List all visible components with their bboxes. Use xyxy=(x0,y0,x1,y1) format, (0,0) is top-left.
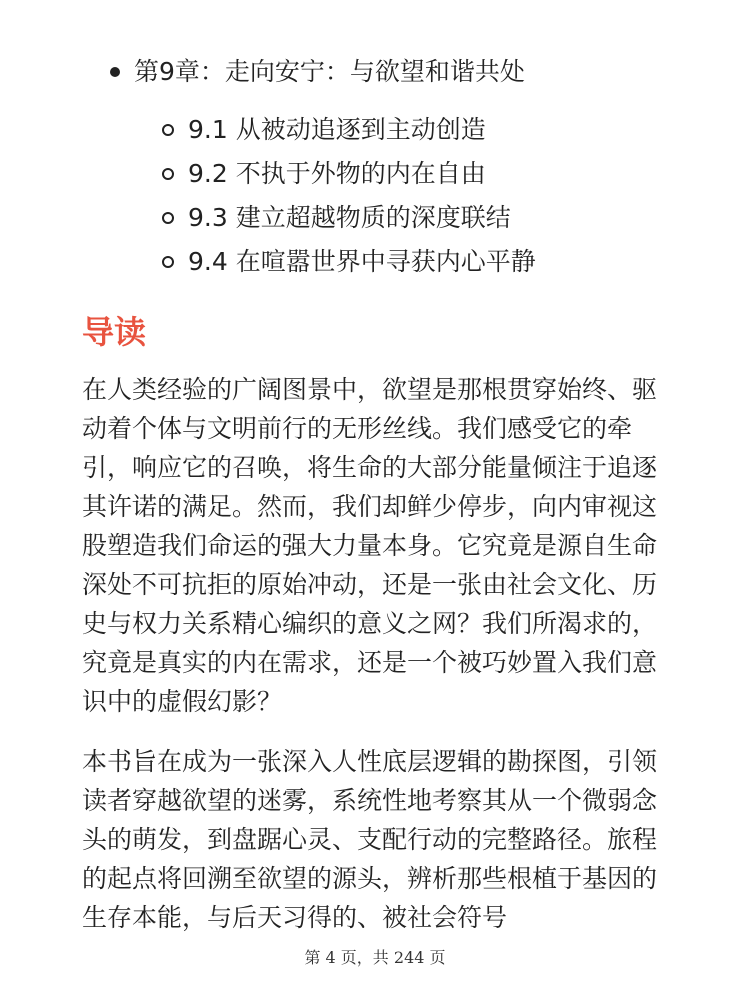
bullet-disc-icon xyxy=(110,67,120,77)
bullet-circle-icon xyxy=(162,168,174,180)
toc-subsection-label: 9.3 建立超越物质的深度联结 xyxy=(188,203,511,232)
bullet-circle-icon xyxy=(162,212,174,224)
toc-subsection-item xyxy=(162,108,536,152)
toc-chapter-label: 第9章：走向安宁：与欲望和谐共处 xyxy=(134,57,525,86)
toc-subsection-item xyxy=(162,240,536,284)
toc-subsection-label: 9.1 从被动追逐到主动创造 xyxy=(188,115,486,144)
bullet-circle-icon xyxy=(162,124,174,136)
toc-subsection-item xyxy=(162,196,536,240)
bullet-circle-icon xyxy=(162,256,174,268)
toc-subsection-item xyxy=(162,152,536,196)
toc-subsection-label: 9.4 在喧嚣世界中寻获内心平静 xyxy=(188,247,536,276)
toc-subsection-label: 9.2 不执于外物的内在自由 xyxy=(188,159,486,188)
page-number-footer: 第 4 页，共 244 页 xyxy=(304,948,446,967)
toc-subsection-list xyxy=(162,108,536,284)
section-heading: 导读 xyxy=(82,313,147,351)
toc-chapter-item xyxy=(110,52,525,92)
body-paragraph: 本书旨在成为一张深入人性底层逻辑的勘探图，引领读者穿越欲望的迷雾，系统性地考察其从一个微弱念头的萌发，到盘踞心灵、支配行动的完整路径。旅程的起点将回溯至欲望的源头，辨析那些根植于基因的生存本能，与后天习得的、被社会符号 xyxy=(82,747,658,932)
body-paragraph: 在人类经验的广阔图景中，欲望是那根贯穿始终、驱动着个体与文明前行的无形丝线。我们感受它的牵引，响应它的召唤，将生命的大部分能量倾注于追逐其许诺的满足。然而，我们却鲜少停步，向内审视这股塑造我们命运的强大力量本身。它究竟是源自生命深处不可抗拒的原始冲动，还是一张由社会文化、历史与权力关系精心编织的意义之网？我们所渴求的，究竟是真实的内在需求，还是一个被巧妙置入我们意识中的虚假幻影？ xyxy=(82,375,658,716)
